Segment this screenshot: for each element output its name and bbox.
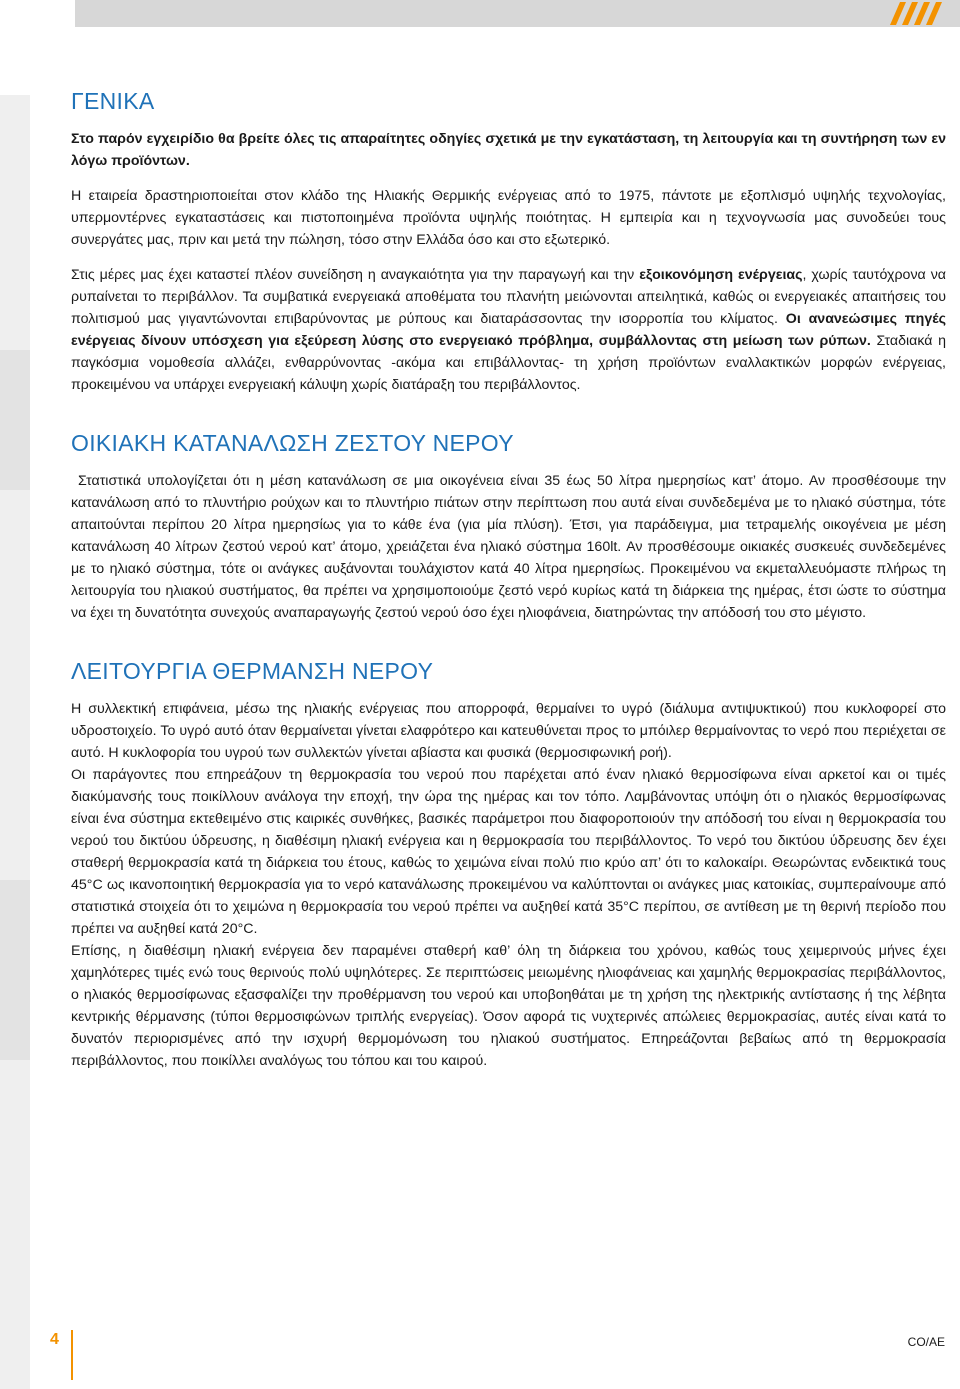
- header-bar: [75, 0, 960, 27]
- section-heading: ΟΙΚΙΑΚΗ ΚΑΤΑΝΑΛΩΣΗ ΖΕΣΤΟΥ ΝΕΡΟΥ: [71, 430, 514, 456]
- brand-label: CO/AE: [907, 1335, 945, 1349]
- bold-phrase: εξοικονόμηση ενέργειας: [639, 267, 803, 283]
- page-number: 4: [50, 1331, 59, 1348]
- company-paragraph: Η εταιρεία δραστηριοποιείται στον κλάδο της Ηλιακής Θερμικής ενέργειας από το 1975, πάντοτε με εξοπλισμό υψηλής τεχνολογίας, υπερμοντέρνες εγκαταστάσεις και πιστοποιημένα προϊόντα υψηλής ποιότητας. Η εμπειρία και η τεχνογνωσία μας συνοδεύει τους συνεργάτες μας, πριν και μετά την πώληση, τόσο στην Ελλάδα όσο και στο εξωτερικό.: [71, 188, 946, 248]
- footer-rule: [71, 1330, 73, 1380]
- side-stripe: [0, 95, 30, 1389]
- intro-paragraph: Στο παρόν εγχειρίδιο θα βρείτε όλες τις απαραίτητες οδηγίες σχετικά με την εγκατάσταση, τη λειτουργία και τη συντήρηση των εν λόγω προϊόντων.: [71, 131, 946, 169]
- section-heading: ΓΕΝΙΚΑ: [71, 88, 155, 114]
- bold-phrase: Οι ανανεώσιμες πηγές ενέργειας δίνουν υπόσχεση για εξεύρεση λύσης στο ενεργειακό πρόβλημα, συμβάλλοντας στη μείωση των ρύπων.: [71, 311, 946, 349]
- heating-paragraph: Η συλλεκτική επιφάνεια, μέσω της ηλιακής ενέργειας που απορροφά, θερμαίνει το υγρό (διάλυμα αντιψυκτικού) που κυκλοφορεί στο υδροστοιχείο. Το υγρό αυτό όταν θερμαίνεται γίνεται ελαφρότερο και κατευθύνεται προς το μπόιλερ θερμαίνοντας το νερό που περιέχεται σε αυτό. Η κυκλοφορία του υγρού των συλλεκτών γίνεται αβίαστα και φυσικά (θερμοσιφωνική ροή).: [71, 701, 946, 761]
- factors-paragraph: Οι παράγοντες που επηρεάζουν τη θερμοκρασία του νερού που παρέχεται από έναν ηλιακό θερμοσίφωνα είναι αρκετοί και οι τιμές διακύμανσής τους ποικίλλουν ανάλογα την εποχή, την ώρα της ημέρας και τον τόπο. Λαμβάνοντας υπόψη ότι ο ηλιακός θερμοσίφωνας είναι ένα σύστημα εκτεθειμένο στις καιρικές συνθήκες, βασικές παράμετροι που διαφοροποιούν την απόδοσή του είναι η θερμοκρασία του νερού του δικτύου ύδρευσης, η διαθέσιμη ηλιακή ενέργεια και η θερμοκρασία του περιβάλλοντος. Το νερό του δικτύου ύδρευσης δεν έχει σταθερή θερμοκρασία κατά τη διάρκεια του έτους, καθώς το χειμώνα είναι πολύ πιο κρύο απ’ ότι το καλοκαίρι. Θεωρώντας ενδεικτικά τους 45°C ως ικανοποιητική θερμοκρασία για το νερό κατανάλωσης προκειμένου να καλύπτονται οι ανάγκες μιας κατοικίας, συμπεραίνουμε από στατιστικά στοιχεία ότι το χειμώνα η θερμοκρασία του νερού πρέπει να αυξηθεί κατά 35°C περίπου, σε αντίθεση με τη θερινή περίοδο που πρέπει να αυξηθεί κατά 20°C.: [71, 767, 946, 937]
- side-decoration: [0, 350, 30, 490]
- energy-paragraph: Στις μέρες μας έχει καταστεί πλέον συνείδηση η αναγκαιότητα για την παραγωγή και την εξοικονόμηση ενέργειας, χωρίς ταυτόχρονα να ρυπαίνεται το περιβάλλον. Τα συμβατικά ενεργειακά αποθέματα του πλανήτη μειώνονται απειλητικά, καθώς οι ενεργειακές απαιτήσεις του πολιτισμού μας γιγαντώνονται επιβαρύνοντας με ρύπους και διαταράσσοντας την ισορροπία του κλίματος. Οι ανανεώσιμες πηγές ενέργειας δίνουν υπόσχεση για εξεύρεση λύσης στο ενεργειακό πρόβλημα, συμβάλλοντας στη μείωση των ρύπων. Σταδιακά η παγκόσμια νομοθεσία αλλάζει, ενθαρρύνοντας -ακόμα και επιβάλλοντας- τη χρήση προϊόντων εναλλακτικών μορφών ενέργειας, προκειμένου να υπάρχει ενεργειακή κάλυψη χωρίς διατάραξη του περιβάλλοντος.: [71, 267, 946, 393]
- solar-energy-paragraph: Επίσης, η διαθέσιμη ηλιακή ενέργεια δεν παραμένει σταθερή καθ’ όλη τη διάρκεια του χρόνου, καθώς τους χειμερινούς μήνες έχει χαμηλότερες τιμές ενώ τους θερινούς πολύ υψηλότερες. Σε περιπτώσεις μειωμένης ηλιοφάνειας και χαμηλής θερμοκρασίας περιβάλλοντος, ο ηλιακός θερμοσίφωνας εξασφαλίζει την προθέρμανση του νερού και υποβοηθάται με τη χρήση της ηλεκτρικής αντίστασης ή της λέβητα κεντρικής θέρμανσης (τύποι θερμοσιφώνων τριπλής ενεργείας). Όσον αφορά τις νυχτερινές απώλειες θερμοκρασίας, αυτές είναι κατά το δυνατόν περιορισμένες από την ισχυρή θερμομόνωση του ηλιακού συστήματος. Επηρεάζονται βεβαίως από τη θερμοκρασία περιβάλλοντος, που ποικίλλει αναλόγως του τόπου και του καιρού.: [71, 943, 946, 1069]
- side-decoration: [0, 880, 30, 1060]
- consumption-paragraph: Στατιστικά υπολογίζεται ότι η μέση κατανάλωση σε μια οικογένεια είναι 35 έως 50 λίτρα ημερησίως κατ’ άτομο. Αν προσθέσουμε την κατανάλωση από το πλυντήριο ρούχων και το πλυντήριο πιάτων στην περίπτωση που αυτά είναι συνδεδεμένα με το ηλιακό σύστημα, τότε απαιτούνται περίπου 20 λίτρα ημερησίως για το κάθε ένα (για μία πλύση). Έτσι, για παράδειγμα, μια τετραμελής οικογένεια με μέση κατανάλωση 40 λίτρων ζεστού νερού κατ’ άτομο, χρειάζεται ένα ηλιακό σύστημα 160lt. Αν προσθέσουμε οικιακές συσκευές συνδεδεμένες με το ηλιακό σύστημα, τότε οι ανάγκες αυξάνονται τουλάχιστον κατά 40 λίτρα ημερησίως. Προκειμένου να εκμεταλλευόμαστε πλήρως τη λειτουργία του ηλιακού συστήματος, θα πρέπει να χρησιμοποιούμε ζεστό νερό κυρίως κατά τη διάρκεια της ημέρας, έτσι ώστε το σύστημα να έχει τη δυνατότητα συνεχούς αναπαραγωγής ζεστού νερού όσο έχει ηλιοφάνεια, διατηρώντας την απόδοσή του στο μέγιστο.: [71, 473, 946, 621]
- section-heading: ΛΕΙΤΟΥΡΓΙΑ ΘΕΡΜΑΝΣΗ ΝΕΡΟΥ: [71, 658, 434, 684]
- page-content: [71, 88, 946, 1072]
- stripes-logo-icon: [882, 2, 942, 25]
